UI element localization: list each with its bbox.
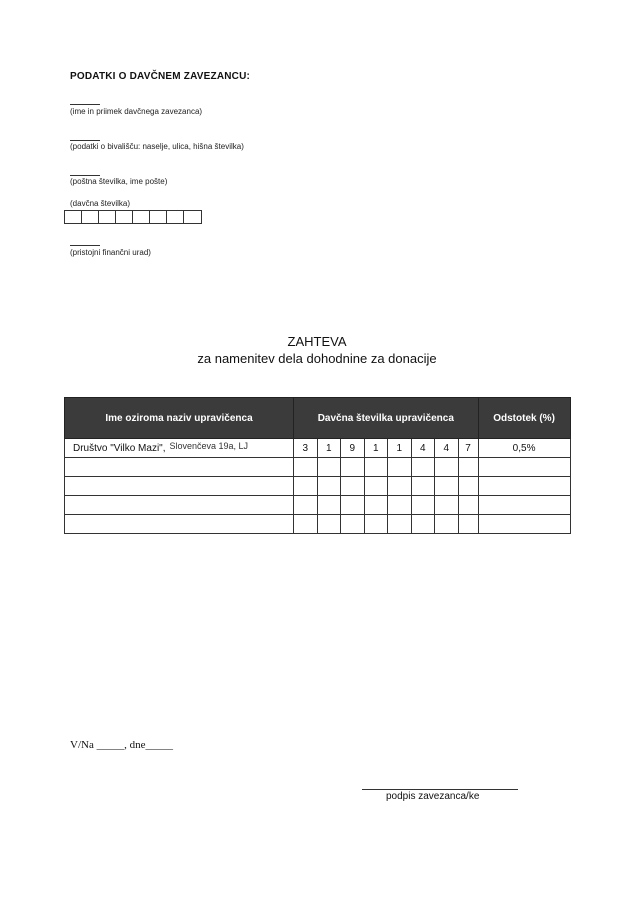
tax-digit-cell[interactable] [435,458,459,477]
name-caption: (ime in priimek davčnega zavezanca) [70,107,203,116]
tax-digit-cell[interactable]: 1 [388,439,412,458]
donations-table [64,397,571,534]
percentage-cell[interactable]: 0,5% [478,439,570,458]
recipient-name-cell[interactable] [65,439,294,458]
tax-digit-cell[interactable] [411,496,435,515]
tax-digit-cell[interactable] [294,496,318,515]
taxpayer-heading: PODATKI O DAVČNEM ZAVEZANCU: [70,71,251,82]
tax-digit-cell[interactable] [317,458,341,477]
tax-digit-cell[interactable]: 4 [411,439,435,458]
tax-digit-box[interactable] [167,211,184,223]
table-row [65,439,571,458]
tax-number-grid[interactable] [64,210,202,224]
place-date-line[interactable]: V/Na _____, dne_____ [70,739,173,751]
address-caption: (podatki o bivališču: naselje, ulica, hišna številka) [70,142,244,151]
tax-digit-cell[interactable]: 7 [458,439,478,458]
tax-digit-cell[interactable] [294,515,318,534]
signature-line[interactable] [362,789,518,790]
tax-digit-cell[interactable] [411,515,435,534]
recipient-name-cell[interactable] [65,458,294,477]
tax-digit-cell[interactable] [435,477,459,496]
header-recipient-tax-number: Davčna številka upravičenca [294,398,479,439]
tax-digit-box[interactable] [133,211,150,223]
signature-caption: podpis zavezanca/ke [386,791,480,802]
table-row [65,496,571,515]
tax-digit-cell[interactable] [388,477,412,496]
tax-digit-box[interactable] [99,211,116,223]
tax-digit-box[interactable] [82,211,99,223]
tax-digit-cell[interactable] [294,477,318,496]
tax-digit-cell[interactable] [458,515,478,534]
percentage-cell[interactable] [478,477,570,496]
percentage-cell[interactable] [478,458,570,477]
tax-digit-cell[interactable] [341,515,365,534]
tax-digit-cell[interactable] [317,496,341,515]
tax-number-caption: (davčna številka) [70,199,131,208]
tax-digit-cell[interactable] [388,515,412,534]
office-caption: (pristojni finančni urad) [70,248,151,257]
tax-digit-cell[interactable] [388,496,412,515]
tax-digit-cell[interactable]: 4 [435,439,459,458]
tax-digit-cell[interactable] [317,477,341,496]
tax-digit-cell[interactable] [294,458,318,477]
recipient-name-text: Društvo "Vilko Mazi", [73,442,166,454]
tax-digit-box[interactable] [184,211,201,223]
tax-digit-cell[interactable] [458,496,478,515]
tax-digit-cell[interactable] [458,477,478,496]
postal-caption: (poštna številka, ime pošte) [70,177,168,186]
handwritten-address: Slovenčeva 19a, LJ [169,440,249,451]
header-percentage: Odstotek (%) [478,398,570,439]
tax-digit-cell[interactable]: 1 [364,439,388,458]
postal-fill-line[interactable] [70,175,100,176]
office-fill-line[interactable] [70,245,100,246]
recipient-name-cell[interactable] [65,515,294,534]
table-row [65,515,571,534]
tax-digit-cell[interactable]: 3 [294,439,318,458]
tax-digit-cell[interactable] [364,496,388,515]
tax-digit-cell[interactable]: 9 [341,439,365,458]
tax-digit-cell[interactable] [341,477,365,496]
tax-digit-cell[interactable] [364,458,388,477]
name-fill-line[interactable] [70,104,100,105]
tax-digit-box[interactable] [150,211,167,223]
recipient-name-cell[interactable] [65,496,294,515]
document-title: ZAHTEVA [287,334,347,349]
document-subtitle: za namenitev dela dohodnine za donacije [197,351,437,366]
tax-digit-cell[interactable] [411,458,435,477]
table-row [65,477,571,496]
tax-digit-cell[interactable] [388,458,412,477]
tax-digit-cell[interactable] [411,477,435,496]
header-recipient-name: Ime oziroma naziv upravičenca [65,398,294,439]
tax-digit-box[interactable] [116,211,133,223]
tax-digit-cell[interactable] [435,515,459,534]
tax-digit-cell[interactable] [435,496,459,515]
tax-digit-cell[interactable] [364,515,388,534]
tax-digit-cell[interactable] [317,515,341,534]
percentage-cell[interactable] [478,515,570,534]
percentage-cell[interactable] [478,496,570,515]
tax-digit-cell[interactable] [341,458,365,477]
tax-digit-box[interactable] [65,211,82,223]
tax-digit-cell[interactable] [364,477,388,496]
address-fill-line[interactable] [70,140,100,141]
tax-digit-cell[interactable] [458,458,478,477]
tax-digit-cell[interactable]: 1 [317,439,341,458]
table-row [65,458,571,477]
recipient-name-cell[interactable] [65,477,294,496]
table-header-row [65,398,571,439]
tax-digit-cell[interactable] [341,496,365,515]
